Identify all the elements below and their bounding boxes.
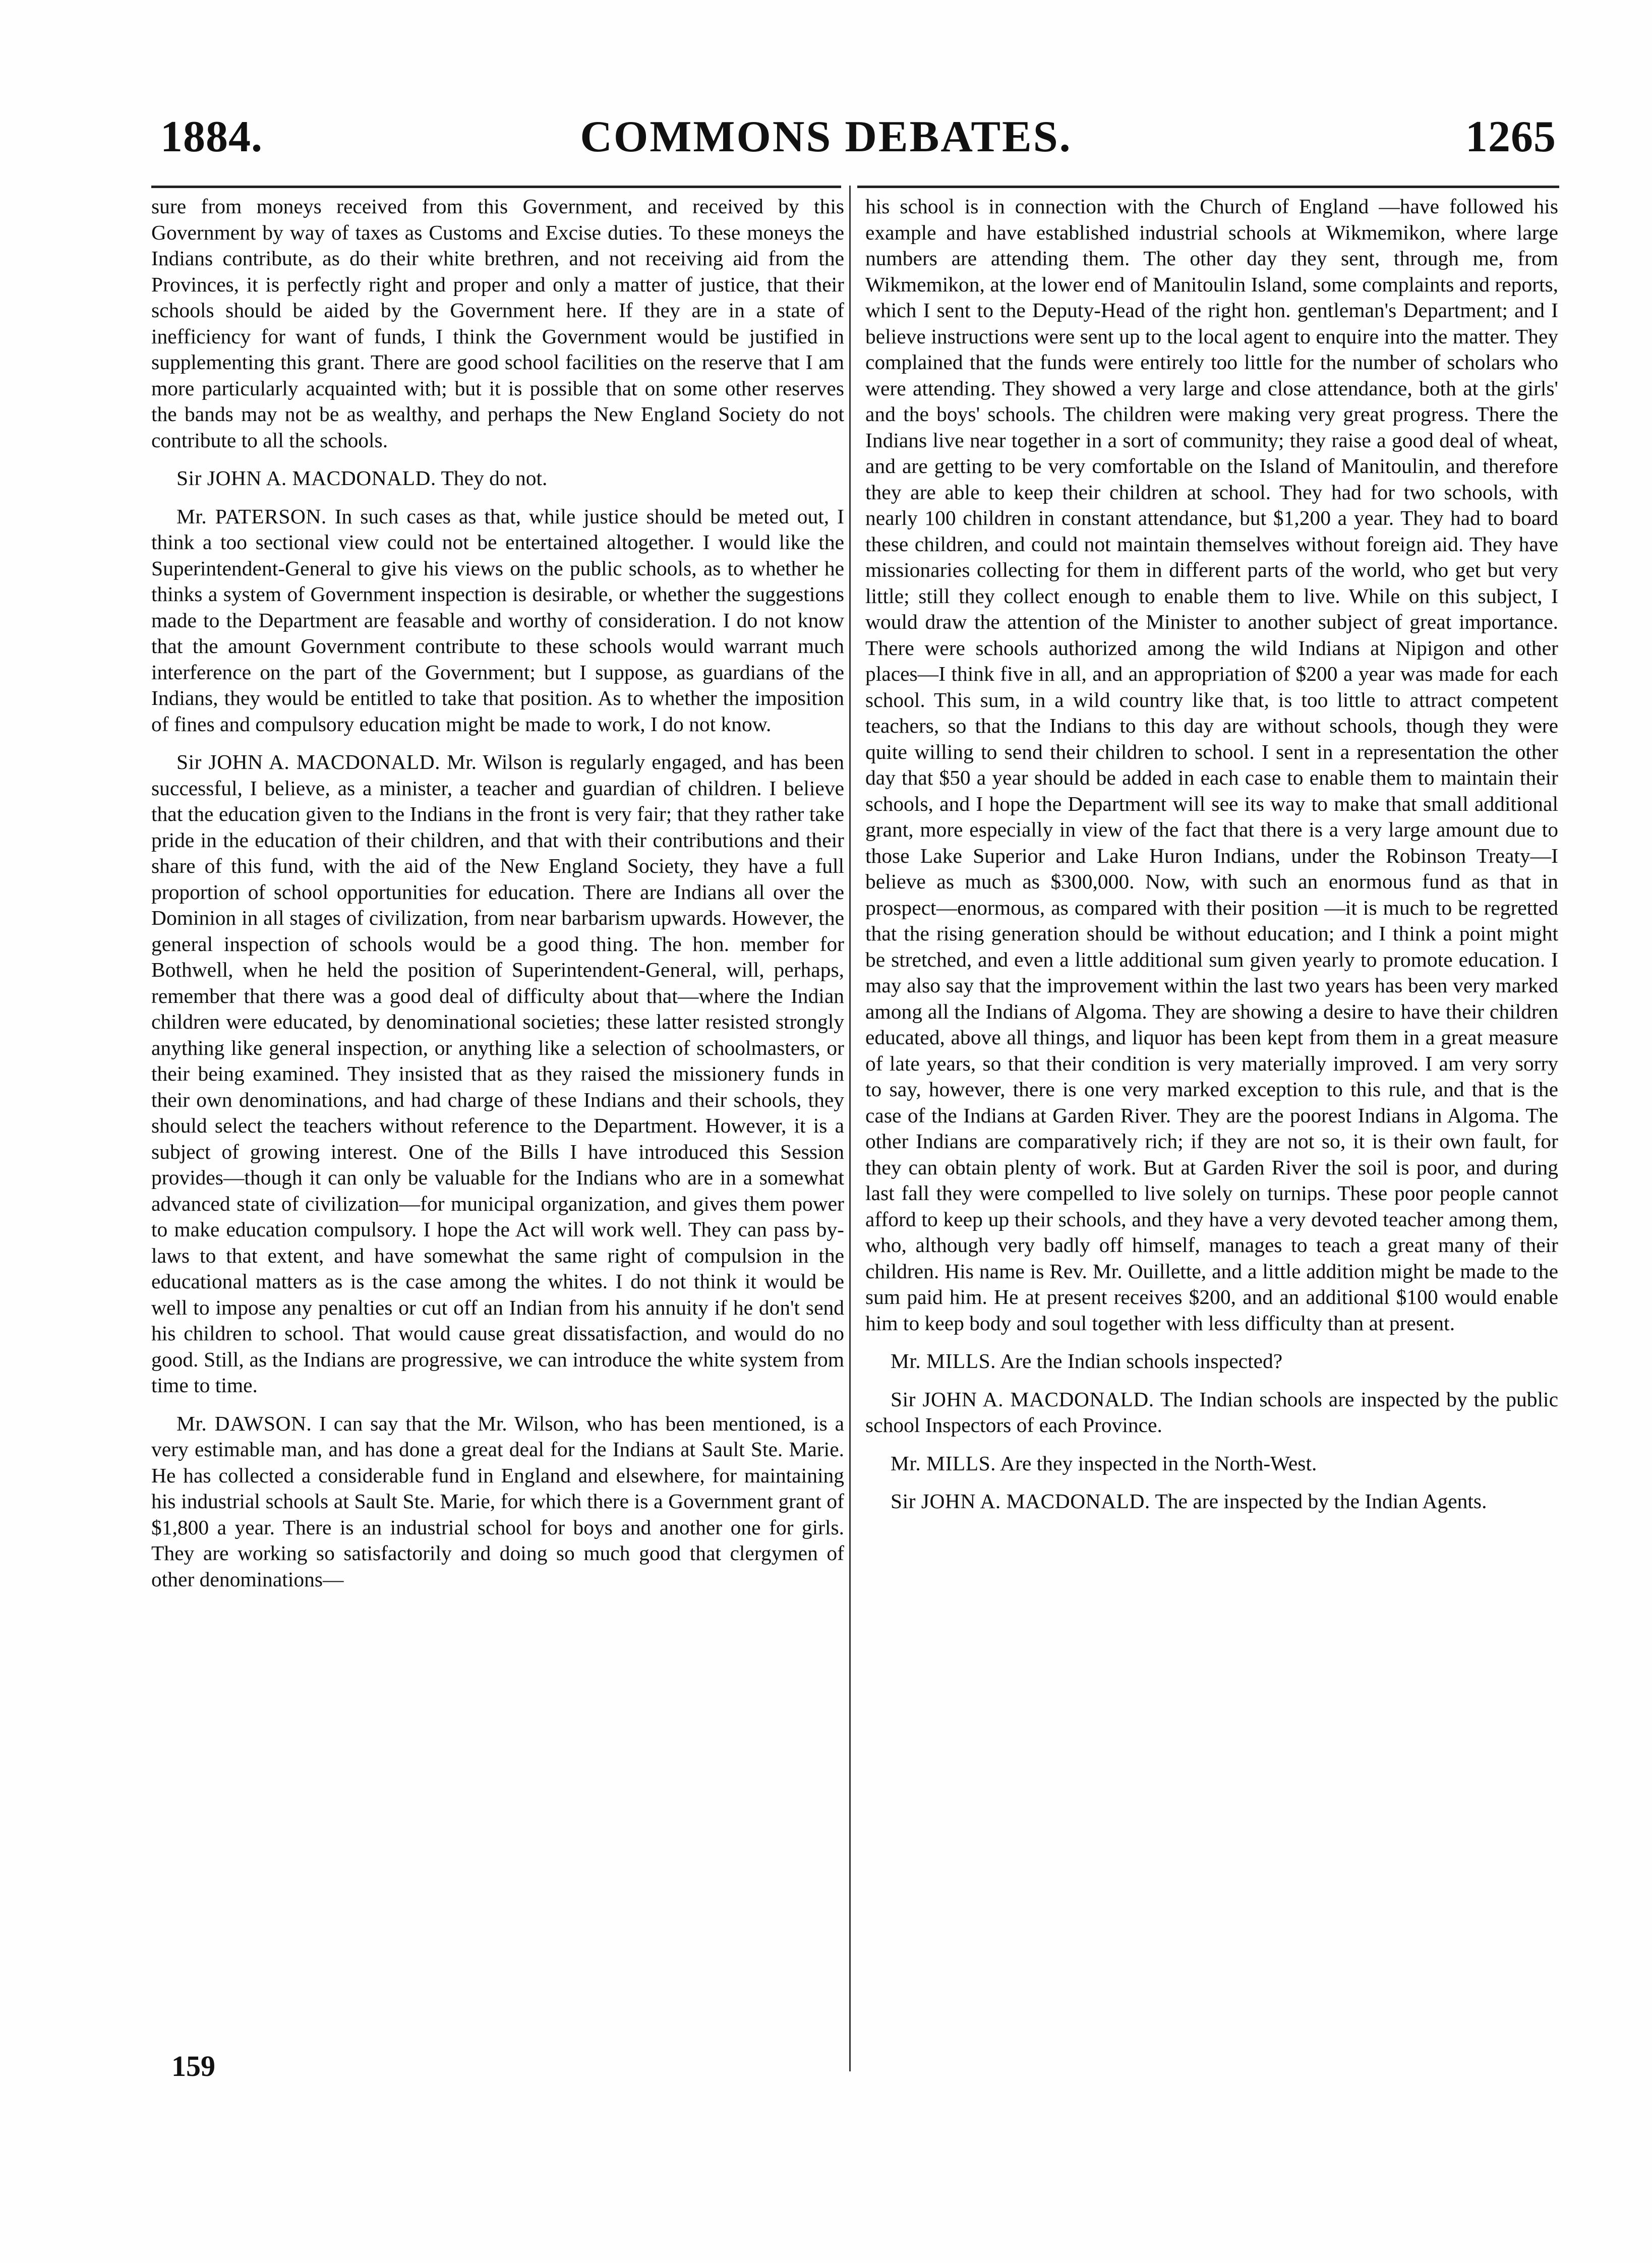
speaker-name: Mr. DAWSON. [176, 1411, 312, 1435]
paragraph-text: Are they inspected in the North-West. [1000, 1451, 1317, 1475]
paragraph-text: The Indian schools are inspected by the public school Inspectors of each Province. [865, 1387, 1558, 1437]
header-page-number: 1265 [1465, 112, 1556, 161]
speaker-name: Sir JOHN A. MACDONALD. [176, 750, 441, 773]
column-divider [849, 186, 851, 2071]
paragraph [865, 194, 1558, 1336]
paragraph-text: In such cases as that, while justice should be meted out, I think a too sectional view could not be entertained altogether. I would like the Superintendent-General to give his views on the public schools, as to whether he thinks a system of Government inspection is desirable, or whether the suggestions made to the Department are feasable and worthy of consideration. I do not know that the amount Government contribute to these schools would warrant much interference on the part of the Government; but I suppose, as guardians of the Indians, they would be entitled to take that position. As to whether the imposition of fines and compulsory education might be made to work, I do not know. [151, 504, 844, 736]
header-title: COMMONS DEBATES. [580, 112, 1072, 161]
paragraph [151, 749, 844, 1399]
speaker-name: Sir JOHN A. MACDONALD. [176, 466, 436, 490]
speaker-name: Mr. MILLS. [891, 1451, 996, 1475]
speaker-name: Mr. PATERSON. [176, 504, 327, 528]
paragraph-text: Are the Indian schools inspected? [1000, 1349, 1283, 1373]
paragraph [865, 1348, 1558, 1375]
speaker-name: Sir JOHN A. MACDONALD. [891, 1387, 1154, 1411]
signature-mark: 159 [171, 2050, 215, 2082]
paragraph-text: I can say that the Mr. Wilson, who has been mentioned, is a very estimable man, and has done a great deal for the Indians at Sault Ste. Marie. He has collected a considerable fund in England and elsewhere, for maintaining his industrial schools at Sault Ste. Marie, for which there is a Government grant of $1,800 a year. There is an industrial school for boys and another one for girls. They are working so satisfactorily and doing so much good that clergymen of other denominations— [151, 1411, 845, 1591]
paragraph-text: The are inspected by the Indian Agents. [1155, 1490, 1487, 1513]
header-year: 1884. [160, 112, 263, 161]
paragraph-text: sure from moneys received from this Government, and received by this Government by way of taxes as Customs and Excise duties. To these moneys the Indians contribute, as do their white brethren, and not receiving aid from the Provinces, it is perfectly right and proper and only a matter of justice, that their schools should be aided by the Government here. If they are in a state of inefficiency for want of funds, I think the Government would be justified in supplementing this grant. There are good school facilities on the reserve that I am more particularly acquainted with; but it is possible that on some other reserves the bands may not be as wealthy, and perhaps the New England Society do not contribute to all the schools. [151, 195, 844, 452]
paragraph [865, 1451, 1558, 1477]
left-column [151, 194, 844, 1592]
paragraph [151, 1411, 844, 1593]
speaker-name: Sir JOHN A. MACDONALD. [891, 1490, 1150, 1513]
paragraph-text: Mr. Wilson is regularly engaged, and has been successful, I believe, as a minister, a teacher and guardian of children. I believe that the education given to the Indians in the front is very fair; that they rather take pride in the education of their children, and that with their contributions and their share of this fund, with the aid of the New England Society, they have a full proportion of school opportunities for education. There are Indians all over the Dominion in all stages of civilization, from near barbarism upwards. However, the general inspection of schools would be a good thing. The hon. member for Bothwell, when he held the position of Superintendent-General, will, perhaps, remember that there was a good deal of difficulty about that—where the Indian children were educated, by denominational societies; these latter resisted strongly anything like general inspection, or anything like a selection of schoolmasters, or their being examined. They insisted that as they raised the missionery funds in their own denominations, and had charge of these Indians and their schools, they should select the teachers without reference to the Department. However, it is a subject of growing interest. One of the Bills I have introduced this Session provides—though it can only be valuable for the Indians who are in a somewhat advanced state of civilization—for municipal organization, and gives them power to make education compulsory. I hope the Act will work well. They can pass by-laws to that extent, and have somewhat the same right of compulsion in the educational matters as is the case among the whites. I do not think it would be well to impose any penalties or cut off an Indian from his annuity if he don't send his children to school. That would cause great dissatisfaction, and would do no good. Still, as the Indians are progressive, we can introduce the white system from time to time. [151, 750, 844, 1397]
paragraph [865, 1387, 1558, 1439]
header-rule-left [151, 186, 841, 188]
paragraph [151, 465, 844, 492]
paragraph-text: They do not. [441, 466, 548, 490]
speaker-name: Mr. MILLS. [891, 1349, 996, 1373]
paragraph-text: his school is in connection with the Church of England —have followed his example and have established industrial schools at Wikmemikon, where large numbers are attending them. The other day they sent, through me, from Wikmemikon, at the lower end of Manitoulin Island, some complaints and reports, which I sent to the Deputy-Head of the right hon. gentleman's Department; and I believe instructions were sent up to the local agent to enquire into the matter. They complained that the funds were entirely too little for the number of scholars who were attending. They showed a very large and close attendance, both at the girls' and the boys' schools. The children were making very great progress. There the Indians live near together in a sort of community; they raise a good deal of wheat, and are getting to be very comfortable on the Island of Manitoulin, and therefore they are able to keep their children at school. They had for two schools, with nearly 100 children in constant attendance, but $1,200 a year. They had to board these children, and could not maintain themselves without foreign aid. They have missionaries collecting for them in different parts of the world, who get but very little; still they collect enough to enable them to live. While on this subject, I would draw the attention of the Minister to another subject of great importance. There were schools authorized among the wild Indians at Nipigon and other places—I think five in all, and an appropriation of $200 a year was made for each school. This sum, in a wild country like that, is too little to attract competent teachers, so that the Indians to this day are without schools, though they were quite willing to send their children to school. I sent in a representation the other day that $50 a year should be added in each case to enable them to maintain their schools, and I hope the Department will see its way to make that small additional grant, more especially in view of the fact that there is a very large amount due to those Lake Superior and Lake Huron Indians, under the Robinson Treaty—I believe as much as $300,000. Now, with such an enormous fund as that in prospect—enormous, as compared with their position —it is much to be regretted that the rising generation should be without education; and I think a point might be stretched, and even a little additional sum given yearly to promote education. I may also say that the improvement within the last two years has been very marked among all the Indians of Algoma. They are showing a desire to have their children educated, above all things, and liquor has been kept from them in a great measure of late years, so that their condition is very materially improved. I am very sorry to say, however, there is one very marked exception to this rule, and that is the case of the Indians at Garden River. They are the poorest Indians in Algoma. The other Indians are comparatively rich; if they are not so, it is their own fault, for they can obtain plenty of work. But at Garden River the soil is poor, and during last fall they were compelled to live solely on turnips. These poor people cannot afford to keep up their schools, and they have a very devoted teacher among them, who, although very badly off himself, manages to teach a great many of their children. His name is Rev. Mr. Ouillette, and a little addition might be made to the sum paid him. He at present receives $200, and an additional $100 would enable him to keep body and soul together with less difficulty than at present. [865, 195, 1558, 1335]
paragraph [865, 1488, 1558, 1515]
paragraph [151, 194, 844, 453]
header-rule-right [857, 186, 1559, 188]
right-column [865, 194, 1558, 1515]
paragraph [151, 504, 844, 738]
